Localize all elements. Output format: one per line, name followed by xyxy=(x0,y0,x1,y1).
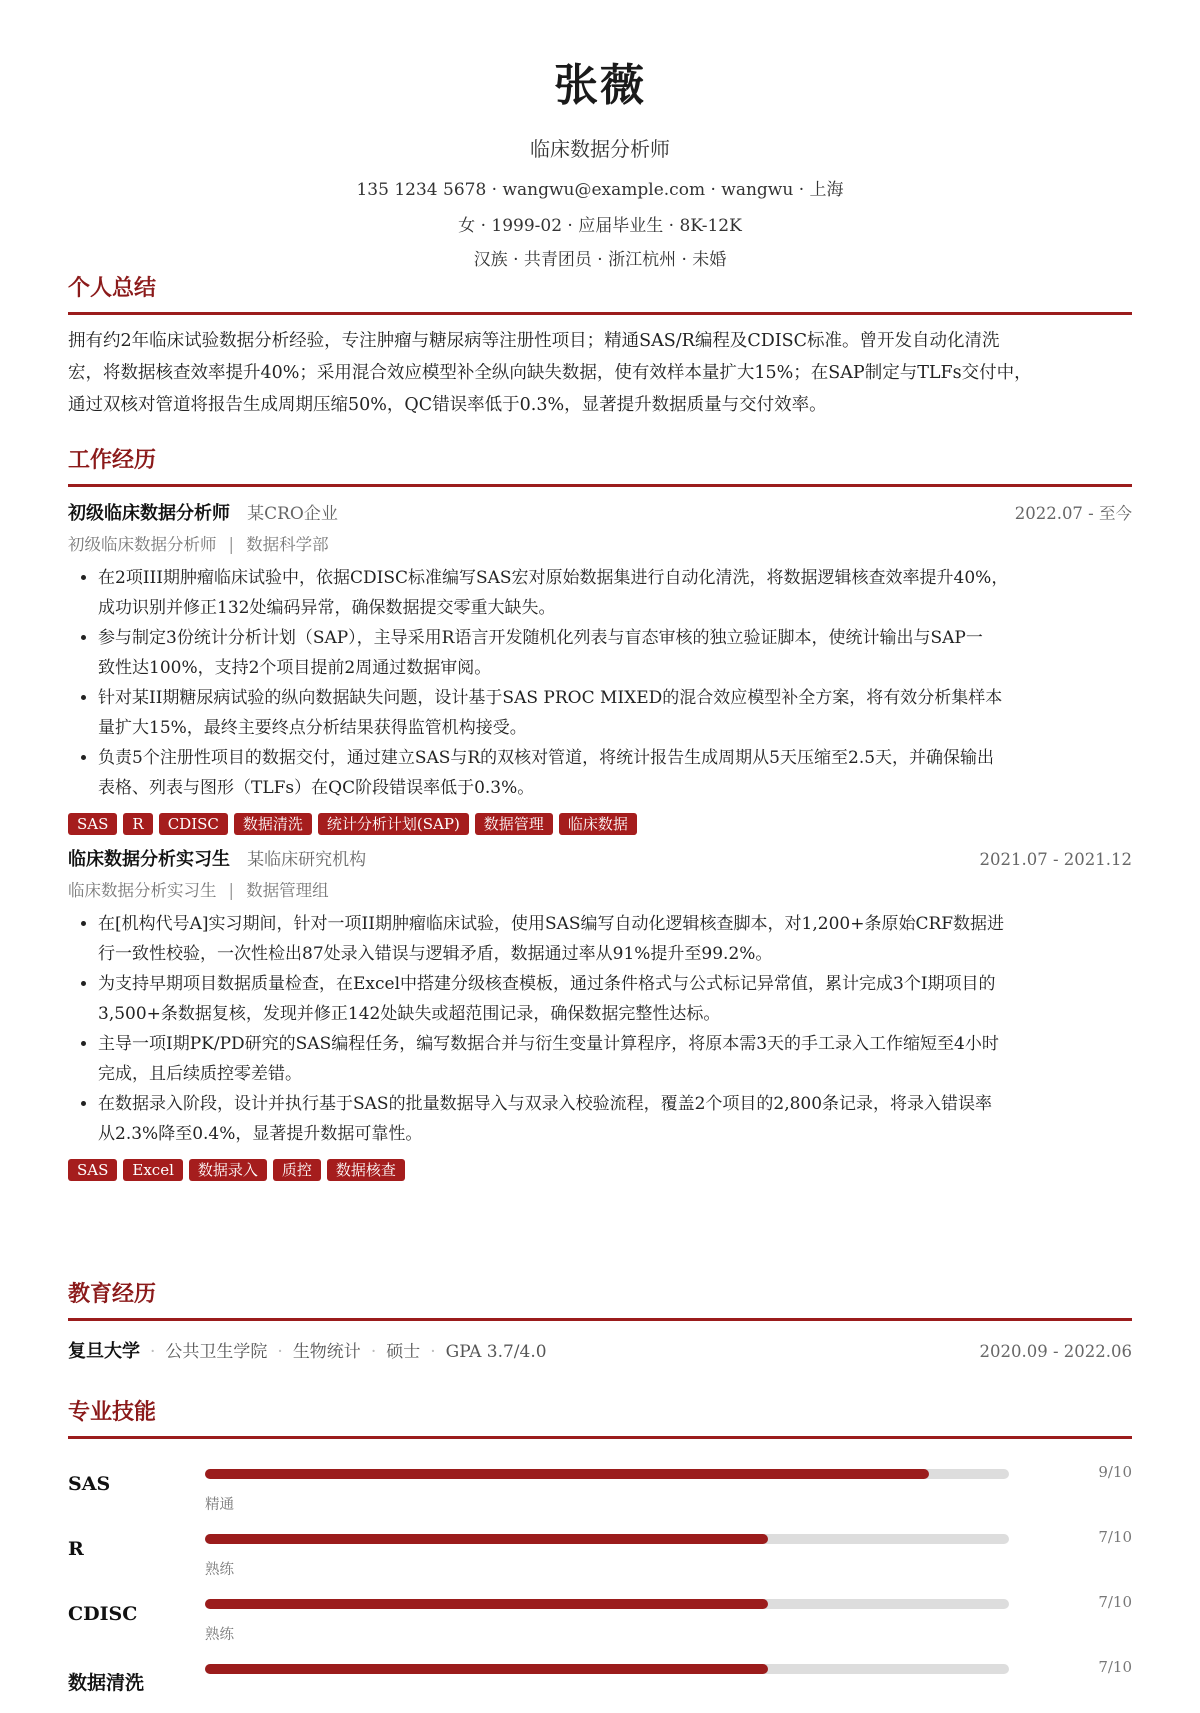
tag-list xyxy=(68,813,1132,835)
work-section xyxy=(68,444,1132,1181)
skill-tag: SAS xyxy=(68,813,117,835)
skill-row xyxy=(68,1648,1132,1713)
bullet-item: • 主导一项I期PK/PD研究的SAS编程任务，编写数据合并与衍生变量计算程序，将原本需3天的手工录入工作缩短至4小时 完成，且后续质控零差错。 xyxy=(98,1029,1132,1089)
skill-row xyxy=(68,1453,1132,1518)
separator: | xyxy=(228,535,235,554)
job-department: 数据管理组 xyxy=(246,881,329,900)
education-date: 2020.09 - 2022.06 xyxy=(979,1342,1132,1361)
bullet-item: • 负责5个注册性项目的数据交付，通过建立SAS与R的双核对管道，将统计报告生成周期从5天压缩至2.5天，并确保输出 表格、列表与图形（TLFs）在QC阶段错误率低于0.3%。 xyxy=(98,743,1132,803)
summary-section xyxy=(68,272,1132,421)
job-role: 临床数据分析实习生 xyxy=(68,849,230,870)
skill-tag: 临床数据 xyxy=(559,813,637,835)
skill-level: 精通 xyxy=(205,1497,234,1513)
skill-score: 7/10 xyxy=(1098,1658,1132,1676)
gpa: GPA 3.7/4.0 xyxy=(445,1342,547,1362)
skill-score: 7/10 xyxy=(1098,1528,1132,1546)
details-line: 汉族 · 共青团员 · 浙江杭州 · 未婚 xyxy=(473,250,727,270)
skill-progress-track xyxy=(205,1664,1009,1674)
skill-tag: 数据核查 xyxy=(327,1159,405,1181)
skill-level: 熟练 xyxy=(205,1562,234,1578)
job-company: 某临床研究机构 xyxy=(247,850,367,870)
bullet-item: • 在[机构代号A]实习期间，针对一项II期肿瘤临床试验，使用SAS编写自动化逻辑核查脚本，对1,200+条原始CRF数据进 行一致性校验，一次性检出87处录入错误与逻辑矛盾，数据通过率从91%提升至99.2%。 xyxy=(98,909,1132,969)
separator: · xyxy=(277,1342,283,1362)
summary-text xyxy=(68,325,1132,421)
section-heading: 工作经历 xyxy=(68,444,1132,487)
job-position: 初级临床数据分析师 xyxy=(68,535,217,554)
job-bullets xyxy=(68,563,1132,803)
degree: 硕士 xyxy=(386,1342,421,1362)
skill-name: CDISC xyxy=(68,1603,138,1625)
skill-tag: 数据录入 xyxy=(189,1159,267,1181)
skill-tag: CDISC xyxy=(159,813,228,835)
education-section xyxy=(68,1278,1132,1365)
skill-name: SAS xyxy=(68,1473,111,1495)
skill-progress-fill xyxy=(205,1599,768,1609)
skill-tag: 质控 xyxy=(273,1159,321,1181)
skill-progress-track xyxy=(205,1469,1009,1479)
major-name: 生物统计 xyxy=(292,1342,361,1362)
candidate-name: 张薇 xyxy=(554,60,646,111)
job-date: 2021.07 - 2021.12 xyxy=(979,850,1132,869)
skill-progress-fill xyxy=(205,1534,768,1544)
tag-list xyxy=(68,1159,1132,1181)
summary-line: 通过双核对管道将报告生成周期压缩50%，QC错误率低于0.3%，显著提升数据质量与交付效率。 xyxy=(68,395,827,415)
separator: | xyxy=(228,881,235,900)
skill-row xyxy=(68,1518,1132,1583)
skill-list xyxy=(68,1453,1132,1713)
job-company: 某CRO企业 xyxy=(247,504,338,524)
college-name: 公共卫生学院 xyxy=(165,1342,268,1362)
job-entry xyxy=(68,501,1132,835)
job-date: 2022.07 - 至今 xyxy=(1014,504,1132,523)
separator: · xyxy=(150,1342,156,1362)
skill-score: 7/10 xyxy=(1098,1593,1132,1611)
skill-level: 熟练 xyxy=(205,1627,234,1643)
skill-tag: 数据清洗 xyxy=(234,813,312,835)
resume-header xyxy=(0,0,1200,272)
summary-line: 宏，将数据核查效率提升40%；采用混合效应模型补全纵向缺失数据，使有效样本量扩大15%；在SAP制定与TLFs交付中， xyxy=(68,363,1032,383)
section-heading: 专业技能 xyxy=(68,1396,1132,1439)
skill-name: R xyxy=(68,1538,84,1560)
bullet-item: • 在2项III期肿瘤临床试验中，依据CDISC标准编写SAS宏对原始数据集进行自动化清洗，将数据逻辑核查效率提升40%， 成功识别并修正132处编码异常，确保数据提交零重大缺失。 xyxy=(98,563,1132,623)
skills-section xyxy=(68,1396,1132,1713)
school-name: 复旦大学 xyxy=(68,1341,140,1362)
job-role: 初级临床数据分析师 xyxy=(68,503,230,524)
separator: · xyxy=(370,1342,377,1362)
skill-tag: SAS xyxy=(68,1159,117,1181)
skill-row xyxy=(68,1583,1132,1648)
job-subtitle xyxy=(68,533,1132,557)
skill-progress-fill xyxy=(205,1664,768,1674)
separator: · xyxy=(430,1342,436,1362)
skill-tag: Excel xyxy=(123,1159,182,1181)
skill-tag: R xyxy=(123,813,152,835)
bullet-item: • 在数据录入阶段，设计并执行基于SAS的批量数据导入与双录入校验流程，覆盖2个项目的2,800条记录，将录入错误率 从2.3%降至0.4%，显著提升数据可靠性。 xyxy=(98,1089,1132,1149)
summary-line: 拥有约2年临床试验数据分析经验，专注肿瘤与糖尿病等注册性项目；精通SAS/R编程及CDISC标准。曾开发自动化清洗 xyxy=(68,331,1000,351)
bullet-item: • 参与制定3份统计分析计划（SAP），主导采用R语言开发随机化列表与盲态审核的独立验证脚本，使统计输出与SAP一 致性达100%，支持2个项目提前2周通过数据审阅。 xyxy=(98,623,1132,683)
job-bullets xyxy=(68,909,1132,1149)
education-entry xyxy=(68,1339,1132,1365)
job-entry xyxy=(68,847,1132,1181)
bullet-item: • 针对某II期糖尿病试验的纵向数据缺失问题，设计基于SAS PROC MIXED的混合效应模型补全方案，将有效分析集样本 量扩大15%，最终主要终点分析结果获得监管机构接受。 xyxy=(98,683,1132,743)
job-department: 数据科学部 xyxy=(246,535,329,554)
section-heading: 教育经历 xyxy=(68,1278,1132,1321)
skill-score: 9/10 xyxy=(1098,1463,1132,1481)
job-position: 临床数据分析实习生 xyxy=(68,881,217,900)
job-title: 临床数据分析师 xyxy=(530,137,670,161)
job-subtitle xyxy=(68,879,1132,903)
skill-progress-track xyxy=(205,1599,1009,1609)
skill-tag: 数据管理 xyxy=(475,813,553,835)
contact-line: 135 1234 5678 · wangwu@example.com · wangwu · 上海 xyxy=(356,180,844,200)
skill-name: 数据清洗 xyxy=(68,1672,145,1694)
section-heading: 个人总结 xyxy=(68,272,1132,315)
bullet-item: • 为支持早期项目数据质量检查，在Excel中搭建分级核查模板，通过条件格式与公式标记异常值，累计完成3个I期项目的 3,500+条数据复核，发现并修正142处缺失或超范围记录，确保数据完整性达标。 xyxy=(98,969,1132,1029)
basics-line: 女 · 1999-02 · 应届毕业生 · 8K-12K xyxy=(458,216,742,236)
skill-progress-track xyxy=(205,1534,1009,1544)
skill-progress-fill xyxy=(205,1469,929,1479)
skill-tag: 统计分析计划(SAP) xyxy=(318,813,469,835)
